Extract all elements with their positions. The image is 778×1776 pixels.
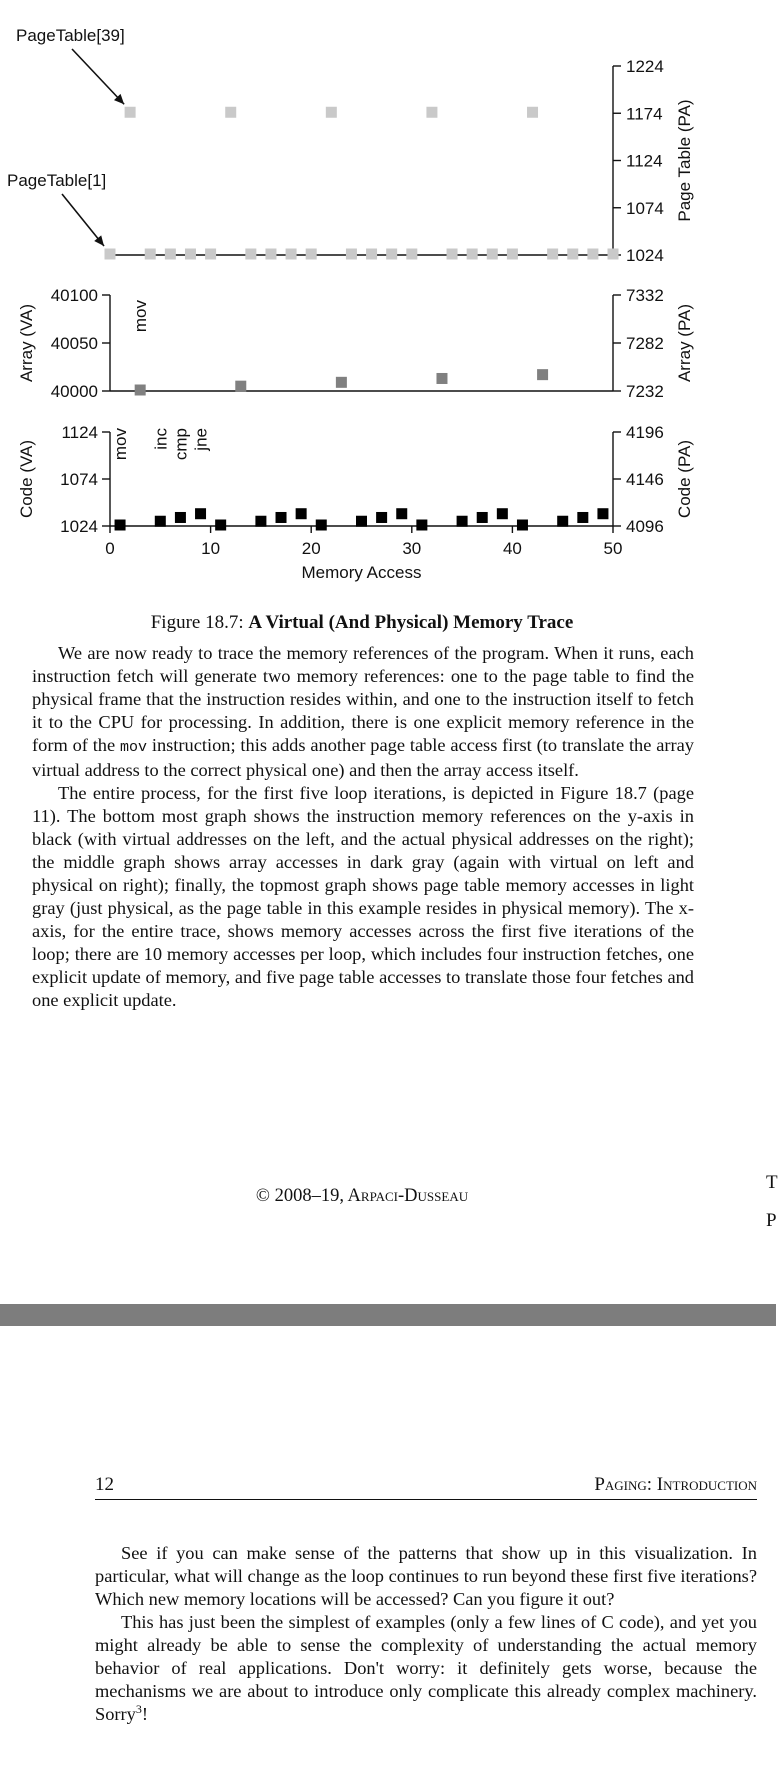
x-tick-label: 40: [502, 539, 522, 558]
memory-trace-figure: [0, 0, 776, 600]
footnote-marker: 3: [135, 1701, 142, 1716]
right-y-axis-label: Array (PA): [675, 303, 694, 383]
data-point: [225, 107, 236, 118]
data-point: [135, 385, 146, 396]
right-y-tick-label: 1224: [626, 57, 664, 76]
data-point: [306, 249, 317, 260]
right-y-tick-label: 4146: [626, 470, 664, 489]
data-point: [406, 249, 417, 260]
paragraph-patterns: See if you can make sense of the patterns that show up in this visualization. In particular, what will change as the loop continues to run beyond these first five iterations? Which new memory locations will be accessed? Can you figure it out?: [95, 1543, 757, 1609]
memory-trace-chart: [0, 0, 776, 600]
right-y-tick-label: 7232: [626, 382, 664, 401]
code-mov: mov: [120, 739, 148, 756]
data-point: [436, 373, 447, 384]
right-y-tick-label: 1074: [626, 198, 664, 218]
data-point: [296, 508, 307, 519]
data-point: [286, 249, 297, 260]
data-point: [326, 107, 337, 118]
page-divider: [0, 1304, 776, 1326]
data-point: [467, 249, 478, 260]
data-point: [416, 520, 427, 531]
data-point: [587, 249, 598, 260]
data-point: [457, 516, 468, 527]
data-point: [185, 249, 196, 260]
right-y-tick-label: 4196: [626, 423, 664, 442]
data-point: [376, 512, 387, 523]
left-y-axis-label: Array (VA): [17, 303, 36, 383]
data-point: [205, 249, 216, 260]
data-point: [396, 508, 407, 519]
data-point: [235, 381, 246, 392]
annotation-arrow: [72, 49, 124, 104]
data-point: [426, 107, 437, 118]
left-y-tick-label: 40050: [50, 334, 98, 353]
paragraph-text: instruction; this adds another page table access first (to translate the array virtual address to the correct physical one) and then the array access itself.: [32, 735, 695, 780]
right-y-tick-label: 7282: [626, 334, 664, 353]
x-tick-label: 50: [603, 539, 623, 558]
adjacent-page-edge-letter: P: [766, 1210, 777, 1231]
data-point: [336, 377, 347, 388]
right-y-tick-label: 1024: [626, 246, 664, 265]
x-tick-label: 10: [201, 539, 221, 558]
annotation-label: PageTable[39]: [16, 26, 125, 45]
right-y-tick-label: 7332: [626, 286, 664, 305]
data-point: [195, 508, 206, 519]
data-point: [175, 512, 186, 523]
paragraph-text: We are now ready to trace the memory references of the program. When it runs, each instruction fetch will generate two memory references: one to the page table to find the physical frame that the instruction resides within, and one to the instruction itself to fetch it to the CPU for processing. In addition, there is one explicit memory reference in the form of the: [32, 643, 694, 755]
data-point: [366, 249, 377, 260]
data-point: [497, 508, 508, 519]
data-point: [597, 508, 608, 519]
copyright-notice: © 2008–19, Arpaci-Dusseau: [255, 1186, 469, 1206]
left-y-tick-label: 1124: [61, 423, 98, 442]
right-y-axis-label: Page Table (PA): [675, 99, 694, 222]
x-tick-label: 0: [105, 539, 115, 558]
right-y-tick-label: 4096: [626, 517, 664, 536]
data-point: [115, 520, 126, 531]
data-point: [255, 516, 266, 527]
data-point: [265, 249, 276, 260]
caption-title: A Virtual (And Physical) Memory Trace: [248, 612, 574, 633]
data-point: [507, 249, 518, 260]
paragraph-text: !: [141, 1704, 148, 1724]
left-y-tick-label: 1024: [60, 517, 98, 536]
data-point: [386, 249, 397, 260]
data-point: [517, 520, 528, 531]
data-point: [557, 516, 568, 527]
caption-label: Figure 18.7:: [150, 612, 244, 633]
instruction-label: mov: [131, 300, 151, 333]
annotation-arrowhead: [94, 235, 104, 246]
page-number: 12: [95, 1474, 114, 1495]
data-point: [356, 516, 367, 527]
adjacent-page-edge-letter: T: [766, 1172, 778, 1193]
page-12-body: [95, 1542, 757, 1726]
left-y-tick-label: 40000: [50, 382, 98, 401]
data-point: [537, 369, 548, 380]
data-point: [527, 107, 538, 118]
instruction-label: mov: [111, 428, 131, 461]
data-point: [346, 249, 357, 260]
instruction-label: inc: [151, 428, 171, 450]
data-point: [215, 520, 226, 531]
chapter-title: Paging: Introduction: [594, 1474, 757, 1495]
instruction-label: jne: [191, 428, 211, 451]
running-head: [95, 1474, 757, 1500]
data-point: [316, 520, 327, 531]
data-point: [245, 249, 256, 260]
page-footer: [0, 1186, 724, 1207]
data-point: [487, 249, 498, 260]
x-tick-label: 30: [402, 539, 422, 558]
data-point: [567, 249, 578, 260]
paragraph-text: This has just been the simplest of examples (only a few lines of C code), and yet you might already be able to sense the complexity of understanding the actual memory behavior of real applications. Don't worry: it definitely gets worse, because the mechanisms we are about to introduce only complicate this already complex machinery. Sorry: [95, 1612, 757, 1724]
figure-caption: [0, 612, 724, 634]
data-point: [608, 249, 619, 260]
data-point: [155, 516, 166, 527]
data-point: [577, 512, 588, 523]
right-y-tick-label: 1124: [626, 151, 663, 171]
data-point: [477, 512, 488, 523]
paragraph-trace-intro: [32, 642, 694, 782]
left-y-tick-label: 1074: [60, 470, 98, 489]
instruction-label: cmp: [171, 428, 191, 461]
data-point: [547, 249, 558, 260]
left-y-tick-label: 40100: [50, 286, 98, 305]
data-point: [276, 512, 287, 523]
right-y-axis-label: Code (PA): [675, 439, 694, 519]
data-point: [145, 249, 156, 260]
right-y-tick-label: 1174: [626, 104, 663, 124]
left-y-axis-label: Code (VA): [17, 439, 36, 519]
x-tick-label: 20: [301, 539, 321, 558]
data-point: [165, 249, 176, 260]
x-axis-label: Memory Access: [301, 563, 422, 582]
data-point: [105, 249, 116, 260]
paragraph-trace-description: The entire process, for the first five loop iterations, is depicted in Figure 18.7 (page 11). The bottom most graph shows the instruction memory references on the y-axis in black (with virtual addresses on the left, and the actual physical addresses on the right); the middle graph shows array accesses in dark gray (again with virtual on left and physical on right); finally, the topmost graph shows page table memory accesses in light gray (just physical, as the page table in this example resides in physical memory). The x-axis, for the entire trace, shows memory accesses across the first five iterations of the loop; there are 10 memory accesses per loop, which includes four instruction fetches, one explicit update of memory, and five page table accesses to translate those four fetches and one explicit update.: [32, 783, 694, 1010]
annotation-arrow: [62, 194, 104, 246]
data-point: [447, 249, 458, 260]
data-point: [125, 107, 136, 118]
paragraph-complexity: [95, 1611, 757, 1726]
annotation-label: PageTable[1]: [7, 171, 107, 190]
page-11-body: [32, 642, 694, 1012]
